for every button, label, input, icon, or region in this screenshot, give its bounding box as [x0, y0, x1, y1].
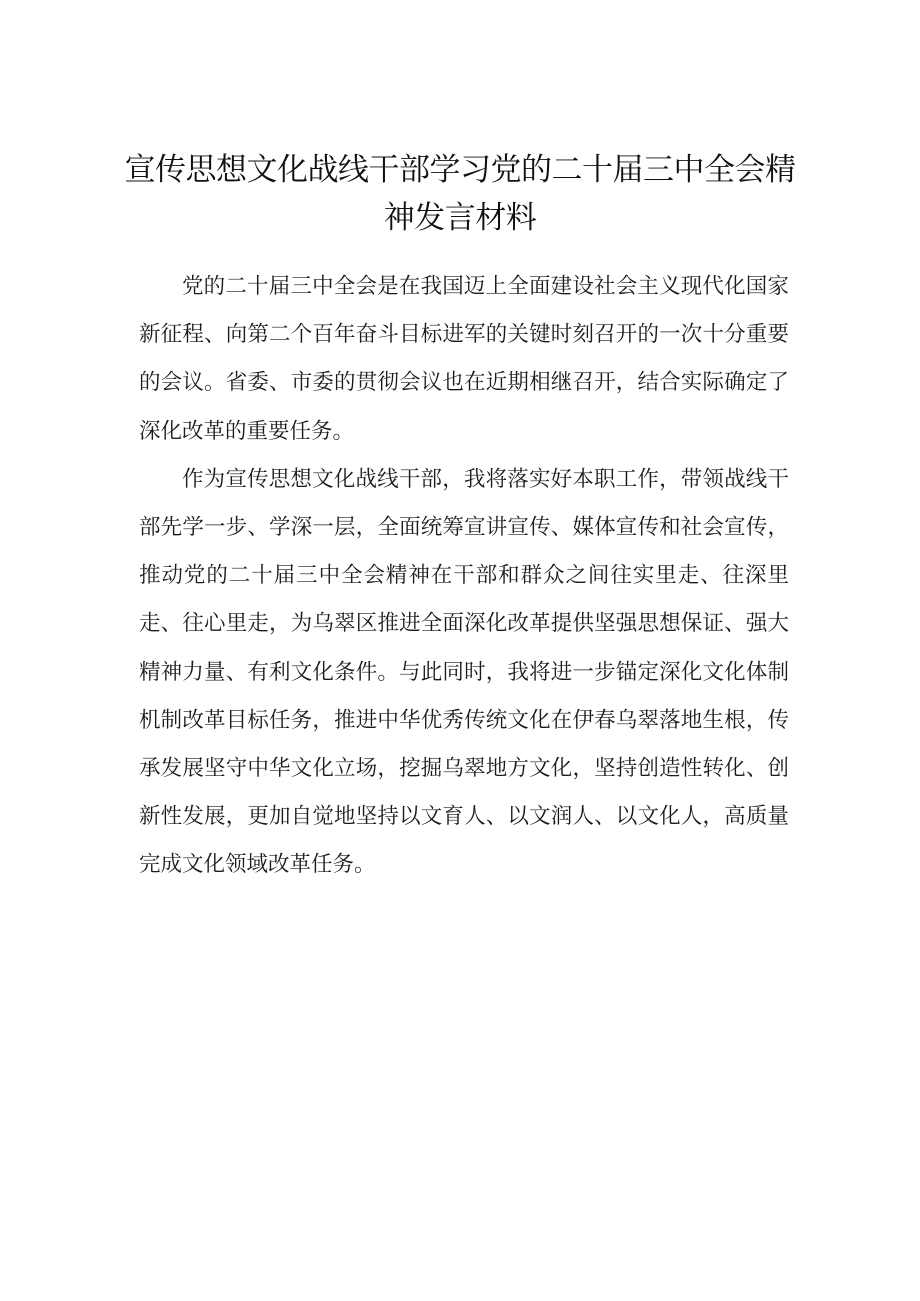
paragraph-2: 作为宣传思想文化战线干部，我将落实好本职工作，带领战线干部先学一步、学深一层，全面统筹宣讲宣传、媒体宣传和社会宣传，推动党的二十届三中全会精神在干部和群众之间往实里走、往深里走、往心里走，为乌翠区推进全面深化改革提供坚强思想保证、强大精神力量、有利文化条件。与此同时，我将进一步锚定深化文化体制机制改革目标任务，推进中华优秀传统文化在伊春乌翠落地生根，传承发展坚守中华文化立场，挖掘乌翠地方文化，坚持创造性转化、创新性发展，更加自觉地坚持以文育人、以文润人、以文化人，高质量完成文化领域改革任务。	[139, 466, 789, 878]
document-title: 宣传思想文化战线干部学习党的二十届三中全会精神发言材料	[124, 152, 796, 236]
paragraph-1: 党的二十届三中全会是在我国迈上全面建设社会主义现代化国家新征程、向第二个百年奋斗目标进军的关键时刻召开的一次十分重要的会议。省委、市委的贯彻会议也在近期相继召开，结合实际确定了深化改革的重要任务。	[139, 274, 789, 444]
document-body	[139, 263, 789, 890]
